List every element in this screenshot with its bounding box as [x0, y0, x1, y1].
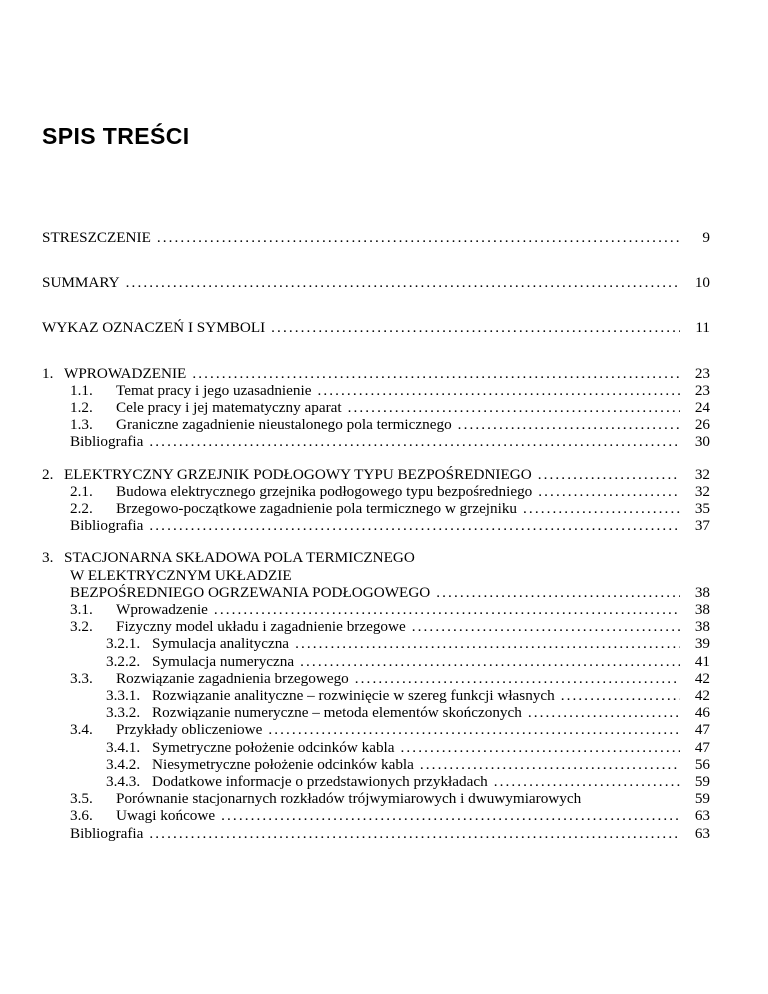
leader-dots — [149, 434, 680, 449]
leader-dots — [214, 602, 680, 617]
leader-dots — [412, 619, 680, 634]
toc-entry-page: 46 — [694, 704, 710, 722]
toc-entry-label: WYKAZ OZNACZEŃ I SYMBOLI — [42, 319, 266, 337]
leader-dots — [268, 722, 680, 737]
toc-entry-1-3[interactable] — [42, 417, 710, 432]
toc-entry-number: 3.1. — [70, 601, 93, 619]
toc-entry-3-4[interactable] — [42, 722, 710, 737]
leader-dots — [126, 275, 680, 290]
toc-entry-label: Rozwiązanie zagadnienia brzegowego — [116, 669, 349, 687]
toc-entry-1-1[interactable] — [42, 383, 710, 398]
toc-entry-chapter-2[interactable] — [42, 467, 710, 482]
toc-entry-number: 3.5. — [70, 790, 93, 808]
toc-entry-number: 1.1. — [70, 381, 93, 399]
leader-dots — [157, 230, 680, 245]
toc-entry-label: Symetryczne położenie odcinków kabla — [152, 738, 395, 756]
toc-entry-number: 3.4. — [70, 721, 93, 739]
leader-dots — [300, 654, 680, 669]
toc-entry-3-4-1[interactable] — [42, 740, 710, 755]
leader-dots — [355, 671, 680, 686]
leader-dots — [192, 366, 680, 381]
toc-entry-label: Temat pracy i jego uzasadnienie — [116, 381, 312, 399]
toc-entry-label: Uwagi końcowe — [116, 807, 216, 825]
leader-dots — [149, 826, 680, 841]
toc-entry-3-3[interactable] — [42, 671, 710, 686]
toc-entry-page: 9 — [702, 229, 710, 246]
leader-dots — [561, 688, 680, 703]
toc-entry-page: 63 — [694, 807, 710, 825]
toc-chapter-3 — [42, 550, 710, 840]
toc-entry-1-bibliografia[interactable] — [42, 434, 710, 449]
leader-dots — [538, 467, 680, 482]
leader-dots — [348, 400, 680, 415]
toc-entry-number: 3.2. — [70, 618, 93, 636]
table-of-contents — [42, 230, 710, 841]
toc-entry-label: Rozwiązanie numeryczne – metoda elementów skończonych — [152, 704, 522, 722]
toc-entry-label: Niesymetryczne położenie odcinków kabla — [152, 755, 414, 773]
leader-dots — [149, 518, 680, 533]
toc-entry-label: Bibliografia — [70, 824, 144, 842]
toc-entry-number: 1. — [42, 364, 54, 382]
toc-entry-page: 63 — [694, 824, 710, 842]
toc-entry-number: 3.3. — [70, 669, 93, 687]
toc-entry-page: 38 — [694, 583, 710, 601]
toc-entry-3-1[interactable] — [42, 602, 710, 617]
toc-entry-page: 47 — [694, 721, 710, 739]
toc-entry-3-4-3[interactable] — [42, 774, 710, 789]
toc-entry-wykaz-oznaczen[interactable] — [42, 320, 710, 335]
leader-dots — [494, 774, 680, 789]
toc-entry-2-bibliografia[interactable] — [42, 518, 710, 533]
toc-entry-label: Porównanie stacjonarnych rozkładów trójwymiarowych i dwuwymiarowych — [116, 790, 582, 808]
toc-entry-label: Rozwiązanie analityczne – rozwinięcie w szereg funkcji własnych — [152, 687, 555, 705]
toc-entry-chapter-3-line1[interactable] — [42, 550, 710, 565]
leader-dots — [221, 809, 680, 824]
leader-dots — [528, 705, 680, 720]
toc-entry-label: Symulacja numeryczna — [152, 652, 295, 670]
toc-entry-page: 23 — [694, 381, 710, 399]
toc-entry-number: 3.3.2. — [106, 704, 141, 722]
toc-entry-label: STACJONARNA SKŁADOWA POLA TERMICZNEGO — [64, 549, 415, 567]
toc-entry-number: 3.2.1. — [106, 635, 141, 653]
toc-entry-label: STRESZCZENIE — [42, 229, 151, 246]
toc-entry-page: 39 — [694, 635, 710, 653]
toc-entry-3-2-1[interactable] — [42, 636, 710, 651]
toc-entry-label: Bibliografia — [70, 517, 144, 535]
toc-entry-summary[interactable] — [42, 275, 710, 290]
toc-entry-streszczenie[interactable] — [42, 230, 710, 245]
toc-entry-number: 3. — [42, 549, 54, 567]
toc-entry-page: 59 — [694, 790, 710, 808]
leader-dots — [587, 791, 680, 806]
leader-dots — [317, 383, 680, 398]
toc-entry-3-bibliografia[interactable] — [42, 826, 710, 841]
toc-entry-3-3-1[interactable] — [42, 688, 710, 703]
toc-entry-page: 30 — [694, 433, 710, 451]
toc-entry-3-2-2[interactable] — [42, 654, 710, 669]
toc-chapter-1 — [42, 366, 710, 450]
leader-dots — [420, 757, 680, 772]
toc-entry-label: Przykłady obliczeniowe — [116, 721, 263, 739]
toc-entry-number: 2.1. — [70, 482, 93, 500]
toc-entry-1-2[interactable] — [42, 400, 710, 415]
toc-entry-page: 32 — [694, 465, 710, 483]
toc-entry-label: Wprowadzenie — [116, 601, 208, 619]
toc-entry-page: 37 — [694, 517, 710, 535]
toc-entry-3-2[interactable] — [42, 619, 710, 634]
toc-entry-page: 23 — [694, 364, 710, 382]
toc-entry-number: 3.4.3. — [106, 773, 141, 791]
toc-entry-page: 26 — [694, 416, 710, 434]
toc-entry-number: 3.6. — [70, 807, 93, 825]
toc-entry-number: 3.2.2. — [106, 652, 141, 670]
leader-dots — [401, 740, 681, 755]
toc-entry-page: 56 — [694, 755, 710, 773]
toc-entry-chapter-1[interactable] — [42, 366, 710, 381]
toc-entry-number: 1.2. — [70, 399, 93, 417]
toc-entry-2-2[interactable] — [42, 501, 710, 516]
toc-entry-page: 42 — [694, 669, 710, 687]
toc-entry-label: Fizyczny model układu i zagadnienie brzegowe — [116, 618, 406, 636]
leader-dots — [523, 501, 680, 516]
toc-entry-page: 11 — [695, 319, 710, 337]
toc-entry-number: 2. — [42, 465, 54, 483]
toc-entry-label: Brzegowo-początkowe zagadnienie pola termicznego w grzejniku — [116, 500, 518, 518]
leader-dots — [538, 484, 680, 499]
toc-entry-label: Budowa elektrycznego grzejnika podłogowego typu bezpośredniego — [116, 482, 533, 500]
page-title: SPIS TREŚCI — [42, 123, 190, 149]
toc-entry-page: 32 — [694, 482, 710, 500]
toc-entry-page: 47 — [694, 738, 710, 756]
toc-entry-page: 59 — [694, 773, 710, 791]
toc-entry-number: 1.3. — [70, 416, 93, 434]
toc-entry-number: 3.4.1. — [106, 738, 141, 756]
toc-entry-label: Bibliografia — [70, 433, 144, 451]
toc-entry-page: 24 — [694, 399, 710, 417]
leader-dots — [271, 320, 680, 335]
toc-entry-page: 41 — [694, 652, 710, 670]
toc-entry-number: 2.2. — [70, 500, 93, 518]
leader-dots — [458, 417, 680, 432]
toc-entry-label: ELEKTRYCZNY GRZEJNIK PODŁOGOWY TYPU BEZPOŚREDNIEGO — [64, 465, 532, 483]
toc-entry-page: 38 — [694, 618, 710, 636]
toc-entry-label: Graniczne zagadnienie nieustalonego pola termicznego — [116, 416, 452, 434]
toc-entry-label: Dodatkowe informacje o przedstawionych przykładach — [152, 773, 488, 791]
toc-entry-label: SUMMARY — [42, 274, 120, 292]
toc-entry-3-4-2[interactable] — [42, 757, 710, 772]
toc-entry-page: 38 — [694, 601, 710, 619]
toc-entry-chapter-3-line3[interactable] — [42, 585, 710, 600]
toc-entry-number: 3.3.1. — [106, 687, 141, 705]
toc-entry-page: 35 — [694, 500, 710, 518]
toc-entry-label: Symulacja analityczna — [152, 635, 290, 653]
toc-entry-page: 10 — [694, 274, 710, 292]
toc-entry-label: WPROWADZENIE — [64, 364, 187, 382]
leader-dots — [436, 585, 680, 600]
toc-entry-3-6[interactable] — [42, 808, 710, 823]
toc-entry-label: Cele pracy i jej matematyczny aparat — [116, 399, 342, 417]
toc-entry-2-1[interactable] — [42, 484, 710, 499]
toc-chapter-2 — [42, 467, 710, 534]
toc-entry-page: 42 — [694, 687, 710, 705]
toc-entry-chapter-3-line2: W ELEKTRYCZNYM UKŁADZIE — [70, 566, 292, 584]
toc-entry-number: 3.4.2. — [106, 755, 141, 773]
toc-entry-3-5[interactable] — [42, 791, 710, 806]
toc-entry-label: BEZPOŚREDNIEGO OGRZEWANIA PODŁOGOWEGO — [70, 583, 431, 601]
toc-entry-3-3-2[interactable] — [42, 705, 710, 720]
leader-dots — [295, 636, 680, 651]
